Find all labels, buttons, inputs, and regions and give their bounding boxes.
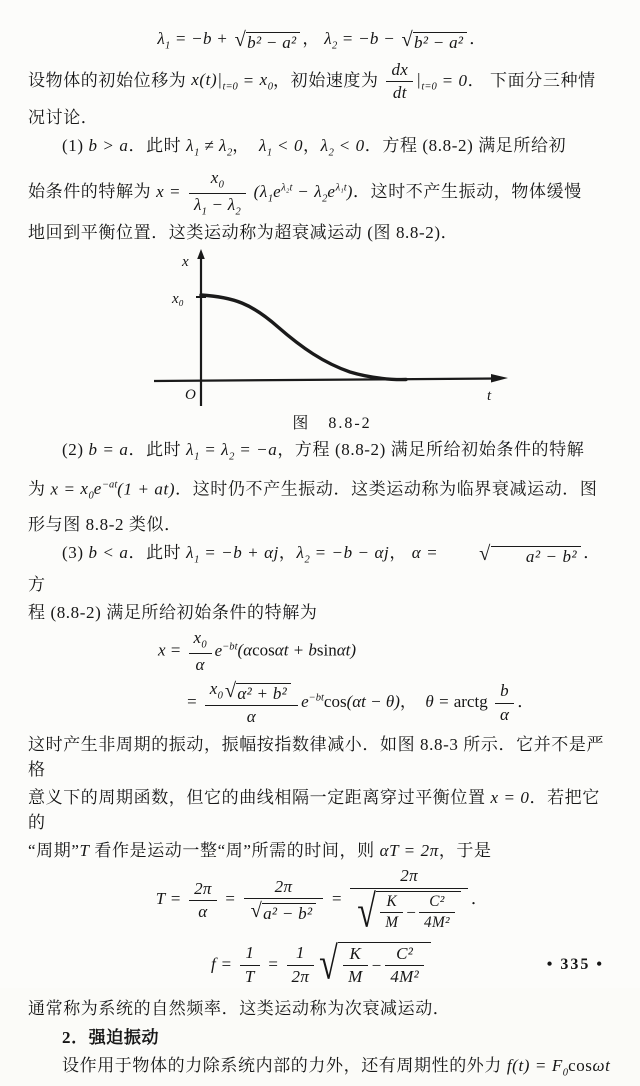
math-base: F [551, 1056, 563, 1076]
numerator [205, 680, 298, 706]
text-run: ． 下面分三种情 [467, 70, 596, 90]
denominator: α [499, 704, 510, 724]
radicand: a² − b² [491, 546, 581, 566]
fraction [240, 944, 260, 986]
radical-sign: √ [250, 900, 263, 923]
math-run: = −b + [170, 29, 233, 48]
text-run: 形与图 8.8-2 类似． [28, 514, 182, 534]
math-base: λ [259, 181, 268, 201]
math-run: − [292, 181, 315, 201]
math-run: (α [237, 640, 253, 660]
fraction [189, 880, 217, 922]
math-run: f = [210, 953, 237, 973]
math-base: λ [314, 181, 323, 201]
text-run: ， [232, 136, 259, 156]
math-base: λ [219, 136, 227, 156]
sub-script [296, 542, 310, 566]
fraction [343, 945, 367, 987]
radical [401, 29, 468, 53]
numerator: dx [386, 61, 413, 82]
math-run: α = [406, 542, 444, 562]
sub-script [551, 1056, 569, 1079]
math-run: = [219, 889, 241, 909]
math-base: x [210, 167, 219, 187]
math-base: x [209, 679, 218, 699]
numerator: 1 [240, 944, 260, 965]
page-number: • 335 • [546, 956, 604, 973]
math-run: (1 + at) [117, 479, 176, 499]
text-run: 况讨论． [28, 108, 99, 128]
text-run: ．方程 (8.8-2) 满足所给初 [364, 136, 567, 156]
text-run: 程 (8.8-2) 满足所给初始条件的特解为 [28, 603, 318, 623]
case2-line3 [28, 512, 616, 537]
math-run: θ = [425, 692, 454, 712]
math-run: = −b − αj [309, 542, 390, 562]
sub-script [258, 136, 273, 159]
sub-script [320, 136, 334, 159]
radicand: b² − a² [413, 32, 467, 52]
eq-lambda-roots [28, 24, 616, 53]
radical-sign: √ [234, 29, 247, 52]
math-run: ( [248, 181, 260, 201]
sub-script [186, 440, 200, 463]
text-run: (3) [62, 542, 89, 562]
text-run: ． [517, 692, 535, 712]
superscript: λ₁t [335, 182, 347, 194]
para-quasi-period-1 [28, 732, 616, 782]
text-run: ．此时 [128, 440, 187, 460]
figure-8-8-2 [146, 248, 518, 433]
radical [445, 543, 581, 567]
text-run: ．此时 [128, 542, 187, 562]
radicand: α² + b² [236, 683, 291, 703]
subscript: 1 [194, 554, 200, 566]
text-run: 通常称为系统的自然频率．这类运动称为次衰减运动． [28, 999, 451, 1019]
sub-script [80, 479, 94, 502]
math-base: e [214, 640, 223, 660]
case3-line2 [28, 600, 616, 625]
math-run: < 0 [333, 136, 365, 156]
sub-script [191, 70, 238, 93]
fraction [189, 169, 246, 218]
fraction [244, 878, 324, 924]
math-base: λ [157, 29, 166, 48]
math-base: λ [320, 136, 329, 156]
math-run: αt) [336, 640, 357, 660]
math-run: = −b + αj [199, 542, 279, 562]
para-natural-frequency [28, 996, 616, 1021]
text-run: ．若把它的 [28, 788, 600, 833]
denominator: M [385, 914, 399, 932]
denominator [189, 194, 246, 218]
text-run: cos [323, 692, 347, 712]
fraction [385, 945, 424, 987]
math-run: = −b − [337, 29, 400, 48]
para-initial-conditions-1 [28, 61, 616, 103]
subscript: 2 [229, 451, 235, 463]
math-run: ) [346, 181, 353, 201]
text-run: sin [316, 640, 337, 660]
t-axis-line [154, 379, 498, 382]
radical-sign: √ [319, 939, 339, 990]
content-below-figure [28, 437, 616, 1085]
case2-line1 [28, 437, 616, 469]
subscript: 1 [266, 147, 273, 159]
radicand: b² − a² [246, 32, 300, 52]
denominator: 2π [291, 966, 310, 986]
math-run: T = [155, 889, 187, 909]
text-run: ，方程 (8.8-2) 满足所给初始条件的特解 [277, 440, 585, 460]
overdamped-decay-plot [146, 248, 518, 408]
sup-script [301, 692, 324, 711]
text-run: 看作是运动一整“周”所需的时间，则 [89, 841, 380, 861]
radical-sign: √ [401, 29, 414, 52]
radical [357, 886, 461, 937]
sub-script [259, 70, 274, 93]
fraction [386, 61, 413, 103]
text-run: ．此时 [128, 136, 187, 156]
numerator [189, 629, 212, 654]
radical-sign: √ [224, 679, 237, 702]
para-quasi-period-3 [28, 838, 616, 863]
subscript: 1 [165, 40, 171, 52]
denominator: dt [392, 83, 407, 103]
math-base: x [193, 628, 202, 648]
y-axis-arrow [197, 249, 205, 259]
subscript: 0 [201, 639, 207, 651]
sub-script [209, 679, 223, 702]
numerator: K [343, 945, 367, 966]
denominator: 4M² [424, 914, 450, 932]
text-run: ， [302, 29, 325, 48]
text-run: 这时产生非周期的振动，振幅按指数律减小．如图 8.8-3 所示．它并不是严格 [28, 735, 605, 780]
subscript: 1 [201, 205, 207, 217]
denominator: α [198, 902, 208, 922]
radical [319, 939, 431, 990]
math-run: x = [50, 479, 81, 499]
text-run: ， [303, 136, 321, 156]
math-run: ωt [592, 1056, 611, 1076]
math-run: f(t) = [506, 1056, 552, 1076]
fraction [380, 894, 403, 932]
subscript: 1 [267, 193, 274, 205]
sub-script [314, 181, 328, 205]
text-run: ， [389, 542, 407, 562]
text-run: 2．强迫振动 [62, 1028, 160, 1048]
eq-frequency [28, 939, 616, 990]
radical-sign: √ [357, 886, 377, 937]
initial-displacement-label: x₀ [172, 291, 184, 308]
sub-script [416, 70, 437, 93]
math-base: e [273, 181, 282, 201]
denominator [350, 886, 468, 937]
subscript: 0 [88, 490, 94, 502]
math-base: | [416, 70, 422, 90]
para-initial-conditions-2 [28, 105, 616, 130]
math-run: − [370, 955, 383, 975]
superscript: −at [101, 479, 118, 491]
para-forced-1 [28, 1053, 616, 1085]
radicand [338, 942, 431, 989]
math-run: < 0 [272, 136, 304, 156]
superscript: −bt [222, 640, 238, 652]
subscript: 0 [267, 81, 274, 93]
origin-label: O [185, 387, 196, 404]
denominator: T [244, 966, 255, 986]
fraction [205, 680, 298, 726]
text-run: (1) [62, 136, 89, 156]
fraction [189, 629, 212, 674]
sub-script [193, 194, 207, 217]
radical [234, 29, 301, 53]
sub-script [227, 194, 241, 217]
math-base: λ [221, 440, 230, 460]
math-base: e [301, 692, 309, 712]
math-base: λ [186, 542, 195, 562]
text-run: ． [469, 29, 487, 48]
math-run: − [206, 194, 228, 214]
sup-script [327, 182, 346, 201]
math-run: x = [158, 640, 186, 660]
denominator: α [195, 654, 205, 674]
text-run: 为 [28, 479, 51, 499]
denominator: 4M² [390, 967, 420, 987]
numerator: C² [385, 945, 424, 966]
text-run: 地回到平衡位置．这类运动称为超衰减运动 (图 8.8-2)． [28, 223, 459, 243]
numerator: 2π [350, 867, 468, 888]
sub-script [219, 136, 233, 159]
numerator: 2π [189, 880, 217, 901]
text-run: cos [252, 640, 275, 660]
fraction [419, 894, 455, 932]
text-run: ．方 [28, 542, 601, 595]
math-run: b < a [88, 542, 129, 562]
fraction [287, 944, 315, 986]
math-base: λ [186, 440, 195, 460]
case1-line3 [28, 220, 616, 245]
denominator: M [348, 967, 363, 987]
section-heading-forced-vibration [28, 1025, 616, 1050]
math-run: = −a [234, 440, 278, 460]
eq-solution-2 [186, 680, 616, 726]
denominator: α [246, 706, 257, 726]
math-base: λ [324, 29, 332, 48]
text-run: 设作用于物体的力除系统内部的力外，还有周期性的外力 [62, 1056, 507, 1076]
superscript: λ₂t [281, 182, 293, 194]
numerator [189, 169, 246, 194]
subscript: 2 [304, 554, 310, 566]
fraction [495, 682, 514, 724]
case1-line2 [28, 169, 616, 218]
t-axis-label: t [487, 388, 492, 405]
math-run: ≠ [199, 136, 219, 156]
numerator: K [380, 894, 403, 914]
math-base: e [93, 479, 102, 499]
superscript: −bt [308, 692, 324, 704]
sub-script [157, 29, 171, 52]
fraction [350, 866, 468, 937]
text-run: 意义下的周期函数，但它的曲线相隔一定距离穿过平衡位置 [28, 788, 491, 808]
sup-script [273, 182, 292, 201]
text-run: ， [399, 692, 426, 712]
sub-script [324, 29, 338, 52]
sup-script [215, 641, 238, 660]
math-base: x [80, 479, 89, 499]
math-run: = 0 [436, 70, 468, 90]
sub-script [186, 136, 200, 159]
subscript: 2 [235, 205, 241, 217]
math-run: = [326, 889, 348, 909]
math-run: = [262, 953, 284, 973]
content-above-figure [28, 24, 616, 245]
text-run: (2) [62, 440, 89, 460]
text-run: ，初始速度为 [273, 70, 384, 90]
subscript: t=0 [222, 81, 238, 93]
numerator: C² [419, 894, 455, 914]
numerator: 1 [287, 944, 315, 965]
sub-script [221, 440, 235, 463]
document-body [0, 24, 640, 1086]
text-run: ， [278, 542, 297, 562]
sub-script [210, 167, 224, 191]
math-base: λ [296, 542, 305, 562]
case2-line2 [28, 473, 616, 509]
case1-line1 [28, 133, 616, 165]
radicand [376, 891, 461, 934]
math-run: = [186, 692, 202, 712]
math-base: x [259, 70, 268, 90]
math-run: b = a [88, 440, 129, 460]
math-run: − [405, 902, 418, 922]
text-run: ，于是 [438, 841, 492, 861]
subscript: 2 [322, 193, 328, 205]
math-base: λ [227, 194, 236, 214]
subscript: t=0 [421, 81, 437, 93]
sub-script [193, 628, 207, 651]
para-quasi-period-2 [28, 785, 616, 835]
denominator [244, 899, 324, 924]
numerator: 2π [244, 878, 324, 899]
subscript: 0 [218, 179, 224, 191]
figure-caption: 图 8.8-2 [292, 415, 372, 433]
eq-period [28, 866, 616, 937]
text-run: cos [568, 1056, 593, 1076]
text-run: ． [470, 889, 489, 909]
math-run: x = 0 [490, 788, 530, 808]
y-axis-label: x [182, 254, 189, 271]
sup-script [94, 479, 117, 498]
subscript: 0 [217, 690, 223, 702]
math-run: T [79, 841, 90, 861]
sub-script [186, 542, 200, 566]
radical [250, 900, 317, 924]
text-run: arctg [453, 692, 492, 712]
radical [224, 679, 291, 703]
subscript: 2 [226, 147, 233, 159]
math-run: b > a [88, 136, 129, 156]
sub-script [259, 181, 274, 205]
subscript: 0 [562, 1067, 569, 1079]
numerator: b [495, 682, 514, 703]
subscript: 1 [194, 451, 200, 463]
radical-sign: √ [479, 543, 491, 566]
math-base: e [327, 181, 336, 201]
text-run: 始条件的特解为 [28, 181, 157, 201]
math-run: x = [156, 181, 186, 201]
math-run: αT = 2π [379, 841, 439, 861]
math-base: λ [186, 136, 195, 156]
eq-solution-1 [158, 629, 616, 674]
case3-line1 [28, 540, 616, 597]
math-run: (αt − θ) [346, 692, 400, 712]
subscript: 2 [328, 147, 334, 159]
math-base: λ [258, 136, 267, 156]
subscript: 2 [331, 40, 338, 52]
text-run: ．这时不产生振动，物体缓慢 [353, 181, 582, 201]
math-base: x(t)| [191, 70, 223, 90]
subscript: 1 [194, 147, 200, 159]
text-run: 设物体的初始位移为 [28, 70, 192, 90]
math-run: = [237, 70, 260, 90]
decay-curve [201, 295, 406, 380]
radicand: a² − b² [262, 903, 316, 923]
math-base: λ [193, 194, 202, 214]
math-run: = [199, 440, 222, 460]
math-run: αt + b [274, 640, 317, 660]
t-axis-arrow [491, 374, 508, 383]
text-run: “周期” [28, 841, 80, 861]
text-run: ．这时仍不产生振动．这类运动称为临界衰减运动．图 [175, 479, 598, 499]
